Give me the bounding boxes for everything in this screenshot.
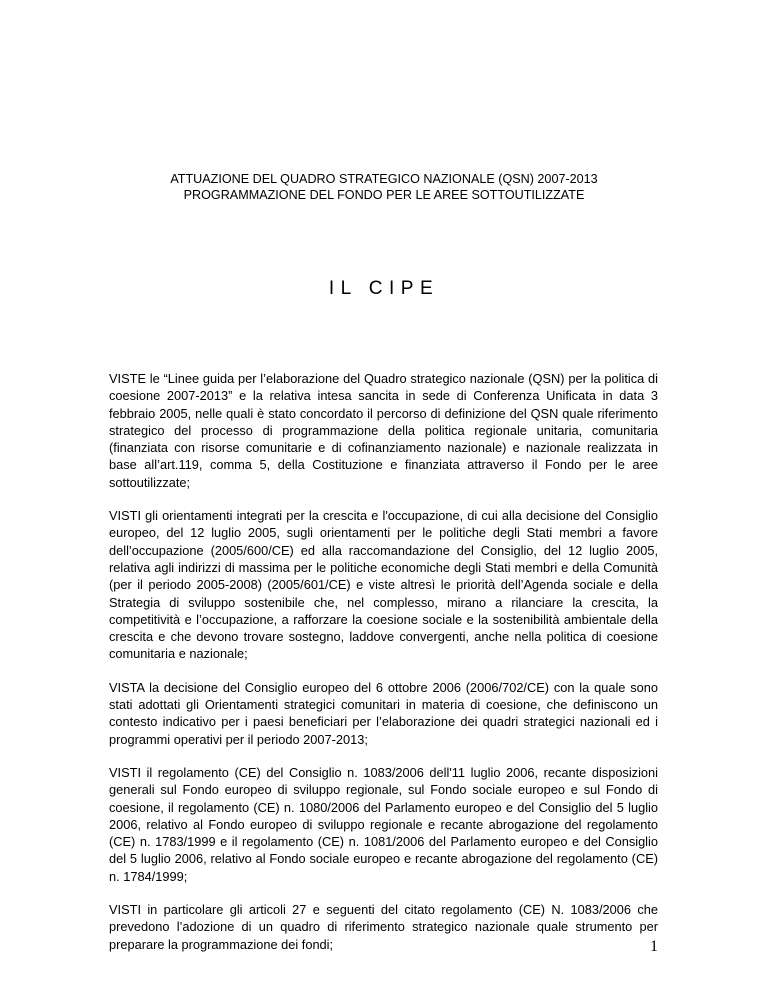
paragraph-visti-articoli: VISTI in particolare gli articoli 27 e seguenti del citato regolamento (CE) N. 1083/2006 che prevedono l’adozione di un quadro di riferimento strategico nazionale quale strumento per preparare la programmazione dei fondi; <box>109 902 658 952</box>
document-heading-line-1: ATTUAZIONE DEL QUADRO STRATEGICO NAZIONALE (QSN) 2007-2013 <box>170 172 598 186</box>
document-heading-line-2: PROGRAMMAZIONE DEL FONDO PER LE AREE SOTTOUTILIZZATE <box>183 188 585 202</box>
document-title: IL CIPE <box>328 278 440 299</box>
paragraph-visti-regolamento: VISTI il regolamento (CE) del Consiglio n. 1083/2006 dell'11 luglio 2006, recante disposizioni generali sul Fondo europeo di sviluppo regionale, sul Fondo sociale europeo e sul Fondo di coesione, il regolamento (CE) n. 1080/2006 del Parlamento europeo e del Consiglio del 5 luglio 2006, relativo al Fondo europeo di sviluppo regionale e recante abrogazione del regolamento (CE) n. 1783/1999 e il regolamento (CE) n. 1081/2006 del Parlamento europeo e del Consiglio del 5 luglio 2006, relativo al Fondo sociale europeo e recante abrogazione del regolamento (CE) n. 1784/1999; <box>109 764 658 884</box>
page-number: 1 <box>650 938 658 955</box>
paragraph-vista-decisione: VISTA la decisione del Consiglio europeo del 6 ottobre 2006 (2006/702/CE) con la quale sono stati adottati gli Orientamenti strategici comunitari in materia di coesione, che definiscono un contesto indicativo per i paesi beneficiari per l’elaborazione dei quadri strategici nazionali ed i programmi operativi per il periodo 2007-2013; <box>109 679 658 747</box>
document-body <box>109 370 658 969</box>
paragraph-visti-orientamenti: VISTI gli orientamenti integrati per la crescita e l'occupazione, di cui alla decisione del Consiglio europeo, del 12 luglio 2005, sugli orientamenti per le politiche degli Stati membri a favore dell’occupazione (2005/600/CE) ed alla raccomandazione del Consiglio, del 12 luglio 2005, relativa agli indirizzi di massima per le politiche economiche degli Stati membri e della Comunità (per il periodo 2005-2008) (2005/601/CE) e viste altresì le priorità dell’Agenda sociale e della Strategia di sviluppo sostenibile che, nel complesso, mirano a rilanciare la crescita, la competitività e l’occupazione, a rafforzare la coesione sociale e la sostenibilità ambientale della crescita e che devono trovare sostegno, laddove convergenti, anche nella politica di coesione comunitaria e nazionale; <box>109 508 658 662</box>
paragraph-viste-linee-guida: VISTE le “Linee guida per l’elaborazione del Quadro strategico nazionale (QSN) per la politica di coesione 2007-2013” e la relativa intesa sancita in sede di Conferenza Unificata in data 3 febbraio 2005, nelle quali è stato concordato il percorso di definizione del QSN quale riferimento strategico del processo di programmazione della politica regionale unitaria, comunitaria (finanziata con risorse comunitarie e di cofinanziamento nazionale) e nazionale realizzata in base all’art.119, comma 5, della Costituzione e finanziata attraverso il Fondo per le aree sottoutilizzate; <box>109 371 658 490</box>
